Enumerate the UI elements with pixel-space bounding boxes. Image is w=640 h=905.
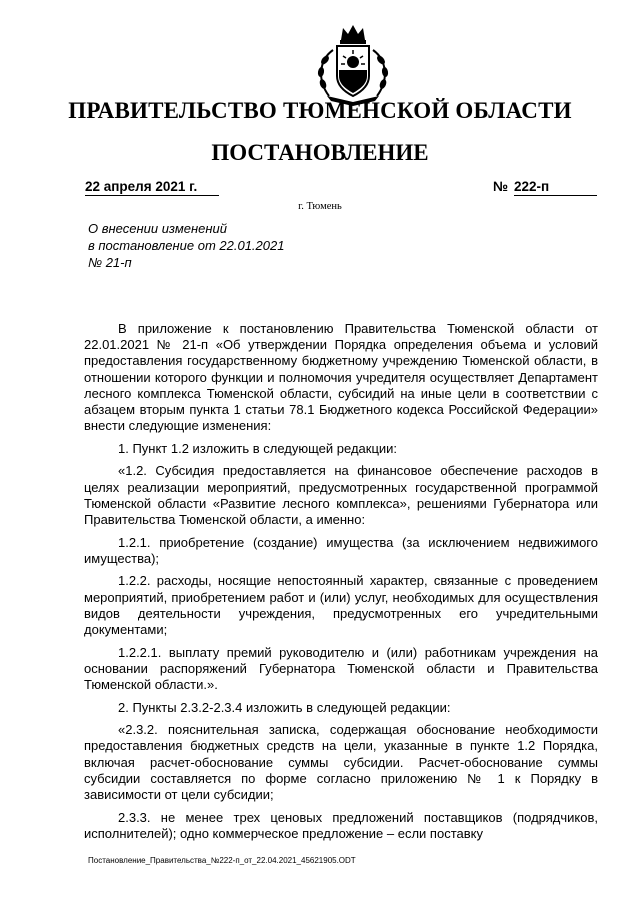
- body-paragraph: В приложение к постановлению Правительства Тюменской области от 22.01.2021 № 21-п «Об утверждении Порядка определения объема и условий предоставления государственному бюджетному учреждению Тюменской области, в отношении которого функции и полномочия учредителя осуществляет Департамент лесного комплекса Тюменской области, субсидий на иные цели в соответствии с абзацем вторым пункта 1 статьи 78.1 Бюджетного кодекса Российской Федерации» внести следующие изменения:: [84, 321, 598, 434]
- body-paragraph: 1.2.2. расходы, носящие непостоянный характер, связанные с проведением мероприятий, приобретением работ и (или) услуг, необходимых для осуществления видов деятельности учреждения, предусмотренных его учредительными документами;: [84, 573, 598, 638]
- number-label: №: [493, 179, 509, 194]
- body-paragraph: 2. Пункты 2.3.2-2.3.4 изложить в следующей редакции:: [118, 699, 451, 715]
- body-paragraph: 2.3.3. не менее трех ценовых предложений поставщиков (подрядчиков, исполнителей); одно коммерческое предложение – если поставку: [84, 809, 598, 841]
- body-paragraph: «1.2. Субсидия предоставляется на финансовое обеспечение расходов в целях реализации мероприятий, предусмотренных государственной программой Тюменской области «Развитие лесного комплекса», решениями Губернатора или Правительства Тюменской области, а именно:: [84, 463, 598, 528]
- body-paragraph: 1.2.1. приобретение (создание) имущества (за исключением недвижимого имущества);: [84, 534, 598, 566]
- body-paragraph: 1.2.2.1. выплату премий руководителю и (или) работникам учреждения на основании распоряжений Губернатора Тюменской области и Правительства Тюменской области.».: [84, 644, 598, 693]
- government-title: ПРАВИТЕЛЬСТВО ТЮМЕНСКОЙ ОБЛАСТИ: [68, 98, 572, 123]
- document-date: 22 апреля 2021 г.: [85, 179, 219, 196]
- body-paragraph: «2.3.2. пояснительная записка, содержащая обоснование необходимости предоставления бюджетных средств на цели, указанные в пункте 1.2 Порядка, включая расчет-обоснование суммы субсидии. Расчет-обоснование суммы субсидии составляется по форме согласно приложению № 1 к Порядку в зависимости от цели субсидии;: [84, 722, 598, 803]
- document-number: 222-п: [514, 179, 597, 196]
- body-paragraph: 1. Пункт 1.2 изложить в следующей редакции:: [118, 440, 398, 456]
- document-body: [84, 321, 598, 848]
- document-subject: [88, 220, 284, 271]
- file-name-footer: Постановление_Правительства_№222-п_от_22.04.2021_45621905.ODT: [88, 856, 356, 865]
- coat-of-arms-icon: [303, 22, 403, 106]
- subject-line: № 21-п: [88, 255, 132, 270]
- document-type: ПОСТАНОВЛЕНИЕ: [211, 140, 429, 165]
- subject-line: в постановление от 22.01.2021: [88, 238, 285, 253]
- subject-line: О внесении изменений: [88, 221, 227, 236]
- city: г. Тюмень: [298, 201, 342, 212]
